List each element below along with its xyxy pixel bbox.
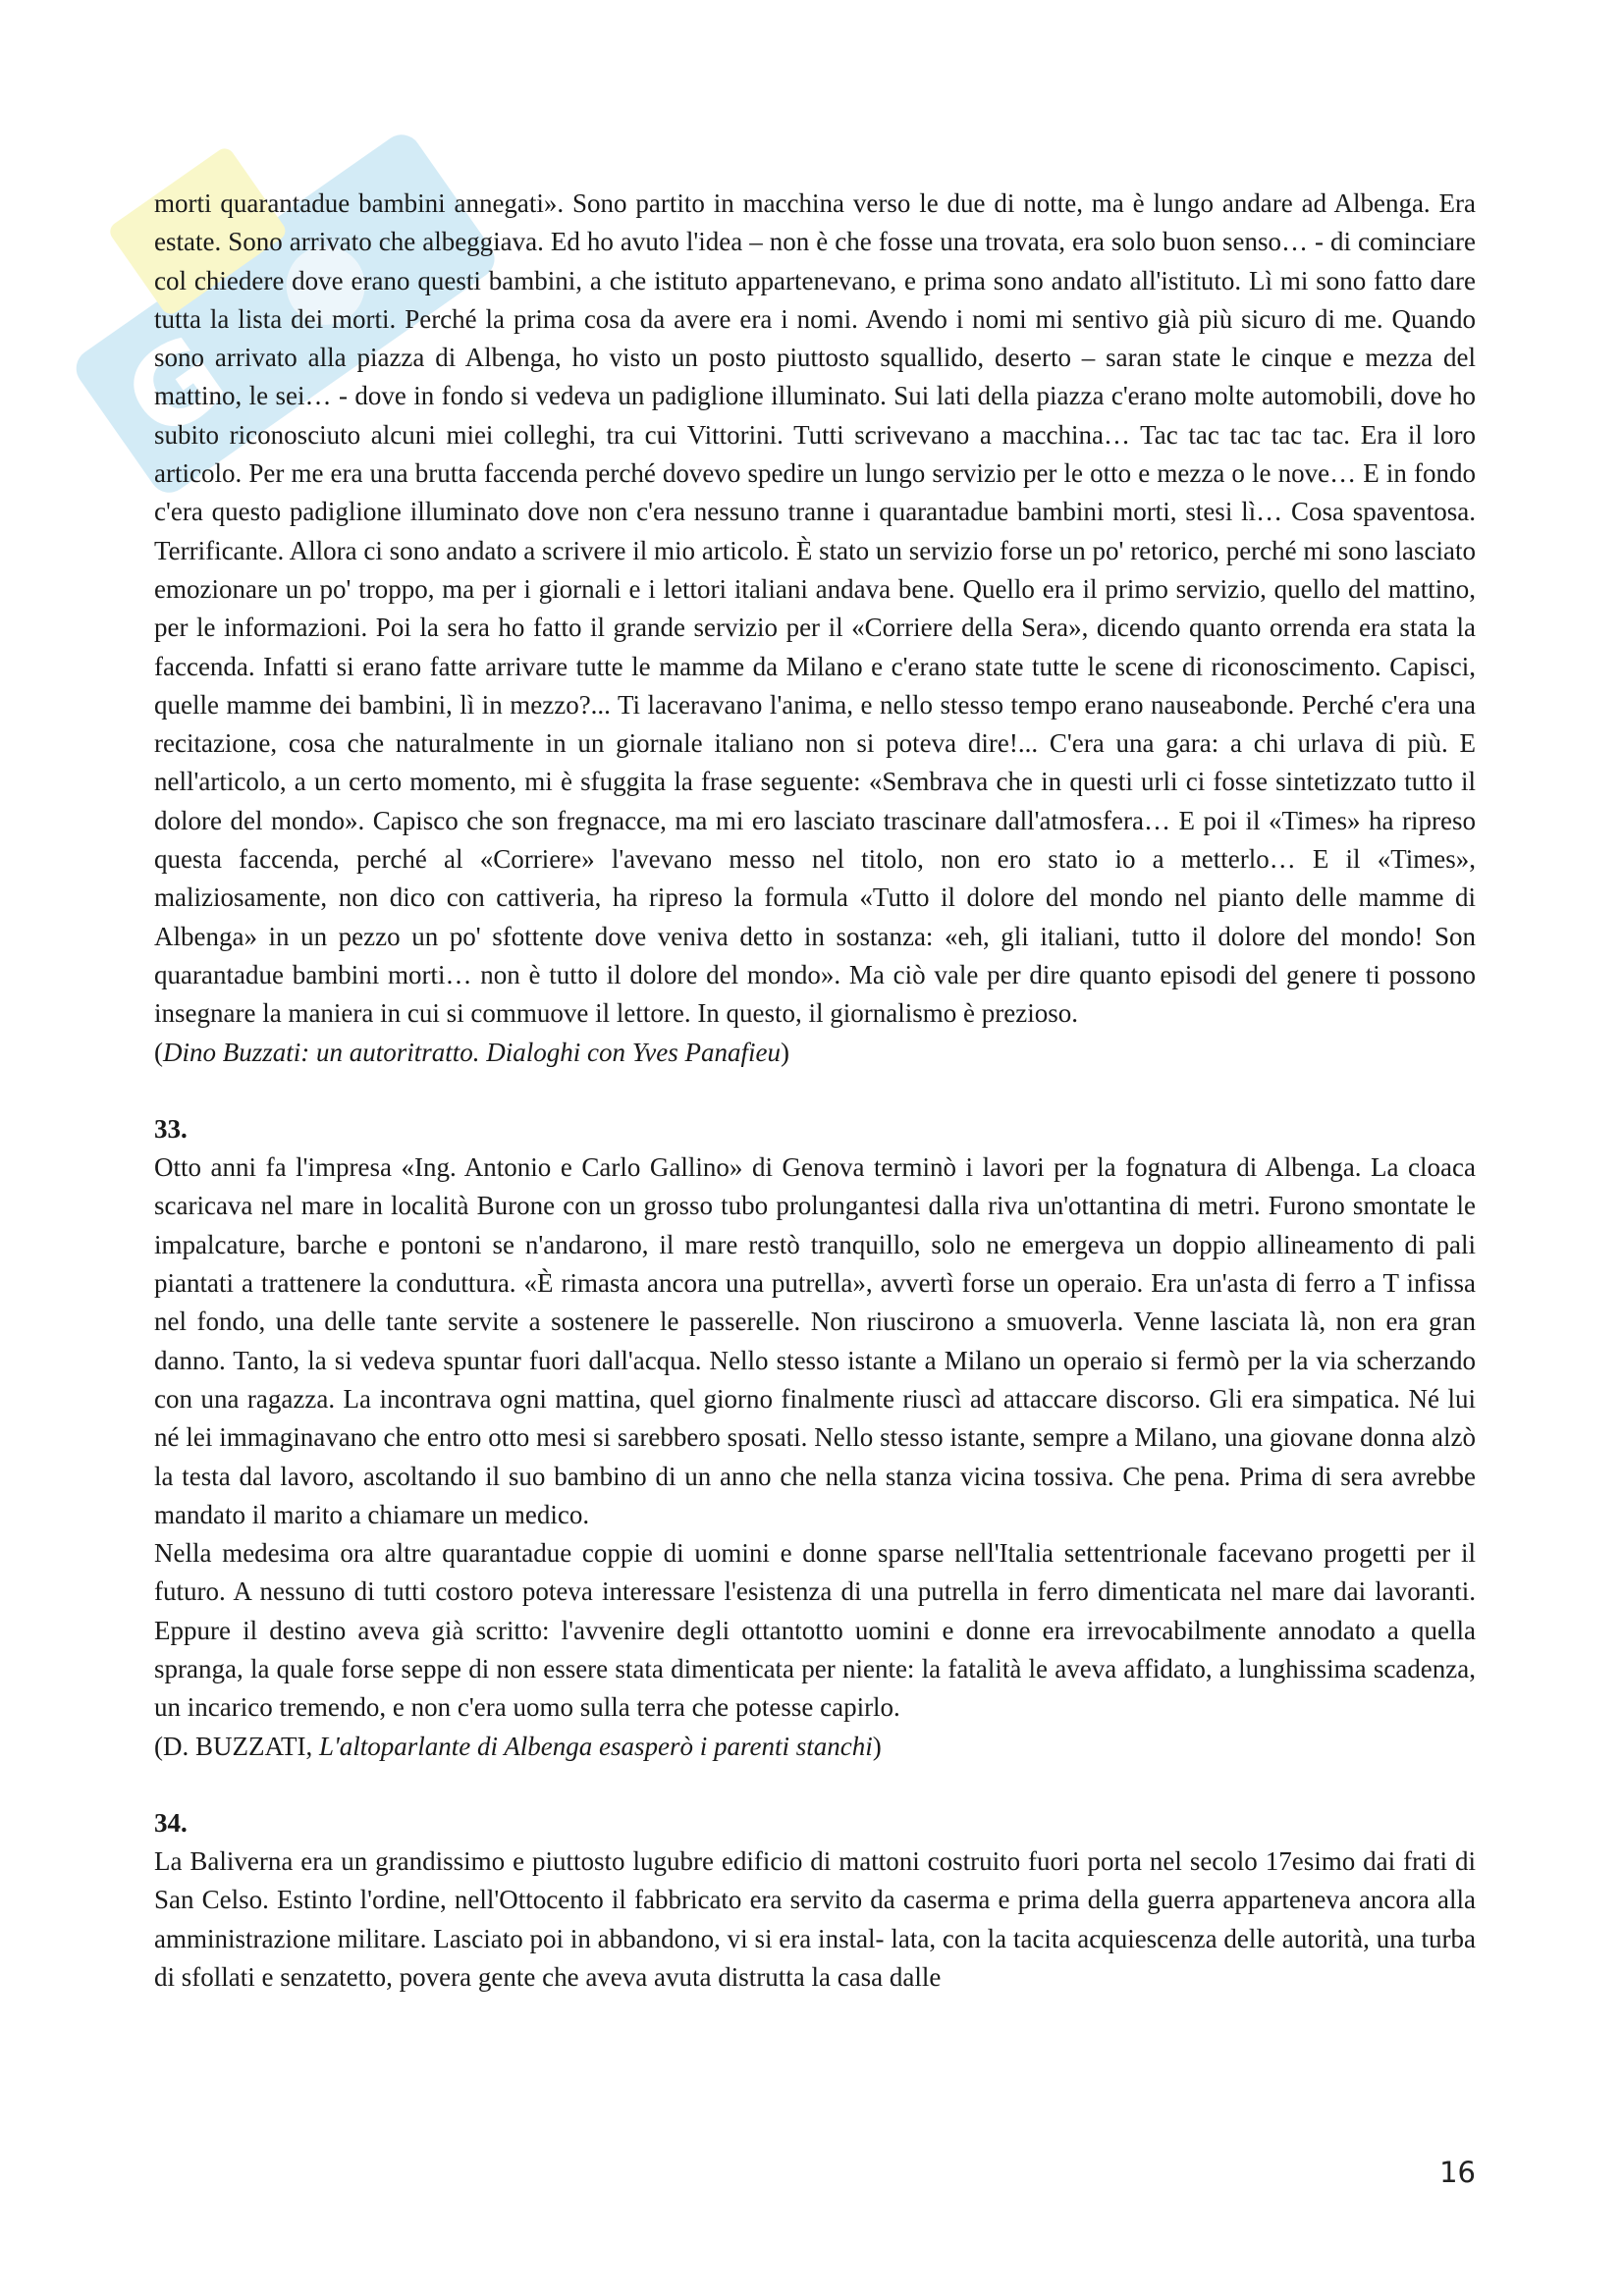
page-number: 16 [1439, 2156, 1476, 2189]
svg-text:G: G [102, 310, 248, 464]
document-body [154, 185, 1476, 1997]
section-34 [154, 1804, 1476, 1997]
paragraph: Otto anni fa l'impresa «Ing. Antonio e Carlo Gallino» di Genova terminò i lavori per la fognatura di Albenga. La cloaca scaricava nel mare in località Burone con un grosso tubo prolungantesi dalla riva un'ottantina di metri. Furono smontate le impalcature, barche e pontoni se n'andarono, il mare restò tranquillo, solo ne emergeva un doppio allineamento di pali piantati a trattenere la conduttura. «È rimasta ancora una putrella», avvertì forse un operaio. Era un'asta di ferro a T infissa nel fondo, una delle tante servite a sostenere le passerelle. Non riuscirono a smuoverla. Venne lasciata là, non era gran danno. Tanto, la si vedeva spuntar fuori dall'acqua. Nello stesso istante a Milano un operaio si fermò per la via scherzando con una ragazza. La incontrava ogni mattina, quel giorno finalmente riuscì ad attaccare discorso. Gli era simpatica. Né lui né lei immaginavano che entro otto mesi si sarebbero sposati. Nello stesso istante, sempre a Milano, una giovane donna alzò la testa dal lavoro, ascoltando il suo bambino di un anno che nella stanza vicina tossiva. Che pena. Prima di sera avrebbe mandato il marito a chiamare un medico. [154, 1152, 1476, 1529]
section-33 [154, 1110, 1476, 1766]
paragraph: Nella medesima ora altre quarantadue coppie di uomini e donne sparse nell'Italia settentrionale facevano progetti per il futuro. A nessuno di tutti costoro poteva interessare l'esistenza di una putrella in ferro dimenticata nel mare dai lavoranti. Eppure il destino aveva già scritto: l'avvenire degli ottantotto uomini e donne era irrevocabilmente annodato a quella spranga, la quale forse seppe di non essere stata dimenticata per niente: la fatalità le aveva affidato, a lunghissima scadenza, un incarico tremendo, e non c'era uomo sulla terra che potesse capirlo. [154, 1538, 1476, 1723]
paragraph: La Baliverna era un grandissimo e piuttosto lugubre edificio di mattoni costruito fuori porta nel secolo 17esimo dai frati di San Celso. Estinto l'ordine, nell'Ottocento il fabbricato era servito da caserma e prima della guerra apparteneva ancora alla amministrazione militare. Lasciato poi in abbandono, vi si era instal- lata, con la tacita acquiescenza delle autorità, una turba di sfollati e senzatetto, povera gente che aveva avuta distrutta la casa dalle [154, 1846, 1476, 1993]
section-continued [154, 185, 1476, 1072]
citation: (D. BUZZATI, L'altoparlante di Albenga esasperò i parenti stanchi) [154, 1731, 882, 1761]
citation: (Dino Buzzati: un autoritratto. Dialoghi con Yves Panafieu) [154, 1037, 790, 1067]
section-number: 33. [154, 1113, 188, 1144]
section-number: 34. [154, 1807, 188, 1838]
paragraph: morti quarantadue bambini annegati». Sono partito in macchina verso le due di notte, ma è lungo andare ad Albenga. Era estate. Sono arrivato che albeggiava. Ed ho avuto l'idea – non è che fosse una trovata, era solo buon senso… - di cominciare col chiedere dove erano questi bambini, a che istituto appartenevano, e prima sono andato all'istituto. Lì mi sono fatto dare tutta la lista dei morti. Perché la prima cosa da avere era i nomi. Avendo i nomi mi sentivo già più sicuro di me. Quando sono arrivato alla piazza di Albenga, ho visto un posto piuttosto squallido, deserto – saran state le cinque e mezza del mattino, le sei… - dove in fondo si vedeva un padiglione illuminato. Sui lati della piazza c'erano molte automobili, dove ho subito riconosciuto alcuni miei colleghi, tra cui Vittorini. Tutti scrivevano a macchina… Tac tac tac tac tac. Era il loro articolo. Per me era una brutta faccenda perché dovevo spedire un lungo servizio per le otto e mezza o le nove… E in fondo c'era questo padiglione illuminato dove non c'era nessuno tranne i quarantadue bambini morti, stesi lì… Cosa spaventosa. Terrificante. Allora ci sono andato a scrivere il mio articolo. È stato un servizio forse un po' retorico, perché mi sono lasciato emozionare un po' troppo, ma per i giornali e i lettori italiani andava bene. Quello era il primo servizio, quello del mattino, per le informazioni. Poi la sera ho fatto il grande servizio per il «Corriere della Sera», dicendo quanto orrenda era stata la faccenda. Infatti si erano fatte arrivare tutte le mamme da Milano e c'erano state tutte le scene di riconoscimento. Capisci, quelle mamme dei bambini, lì in mezzo?... Ti laceravano l'anima, e nello stesso tempo erano nauseabonde. Perché c'era una recitazione, cosa che naturalmente in un giornale italiano non si poteva dire!... C'era una gara: a chi urlava di più. E nell'articolo, a un certo momento, mi è sfuggita la frase seguente: «Sembrava che in questi urli ci fosse sintetizzato tutto il dolore del mondo». Capisco che son fregnacce, ma mi ero lasciato trascinare dall'atmosfera… E poi il «Times» ha ripreso questa faccenda, perché al «Corriere» l'avevano messo nel titolo, non ero stato io a metterlo… E il «Times», maliziosamente, non dico con cattiveria, ha ripreso la formula «Tutto il dolore del mondo nel pianto delle mamme di Albenga» in un pezzo un po' sfottente dove veniva detto in sostanza: «eh, gli italiani, tutto il dolore del mondo! Son quarantadue bambini morti… non è tutto il dolore del mondo». Ma ciò vale per dire quanto episodi del genere ti possono insegnare la maniera in cui si commuove il lettore. In questo, il giornalismo è prezioso. [154, 188, 1476, 1029]
